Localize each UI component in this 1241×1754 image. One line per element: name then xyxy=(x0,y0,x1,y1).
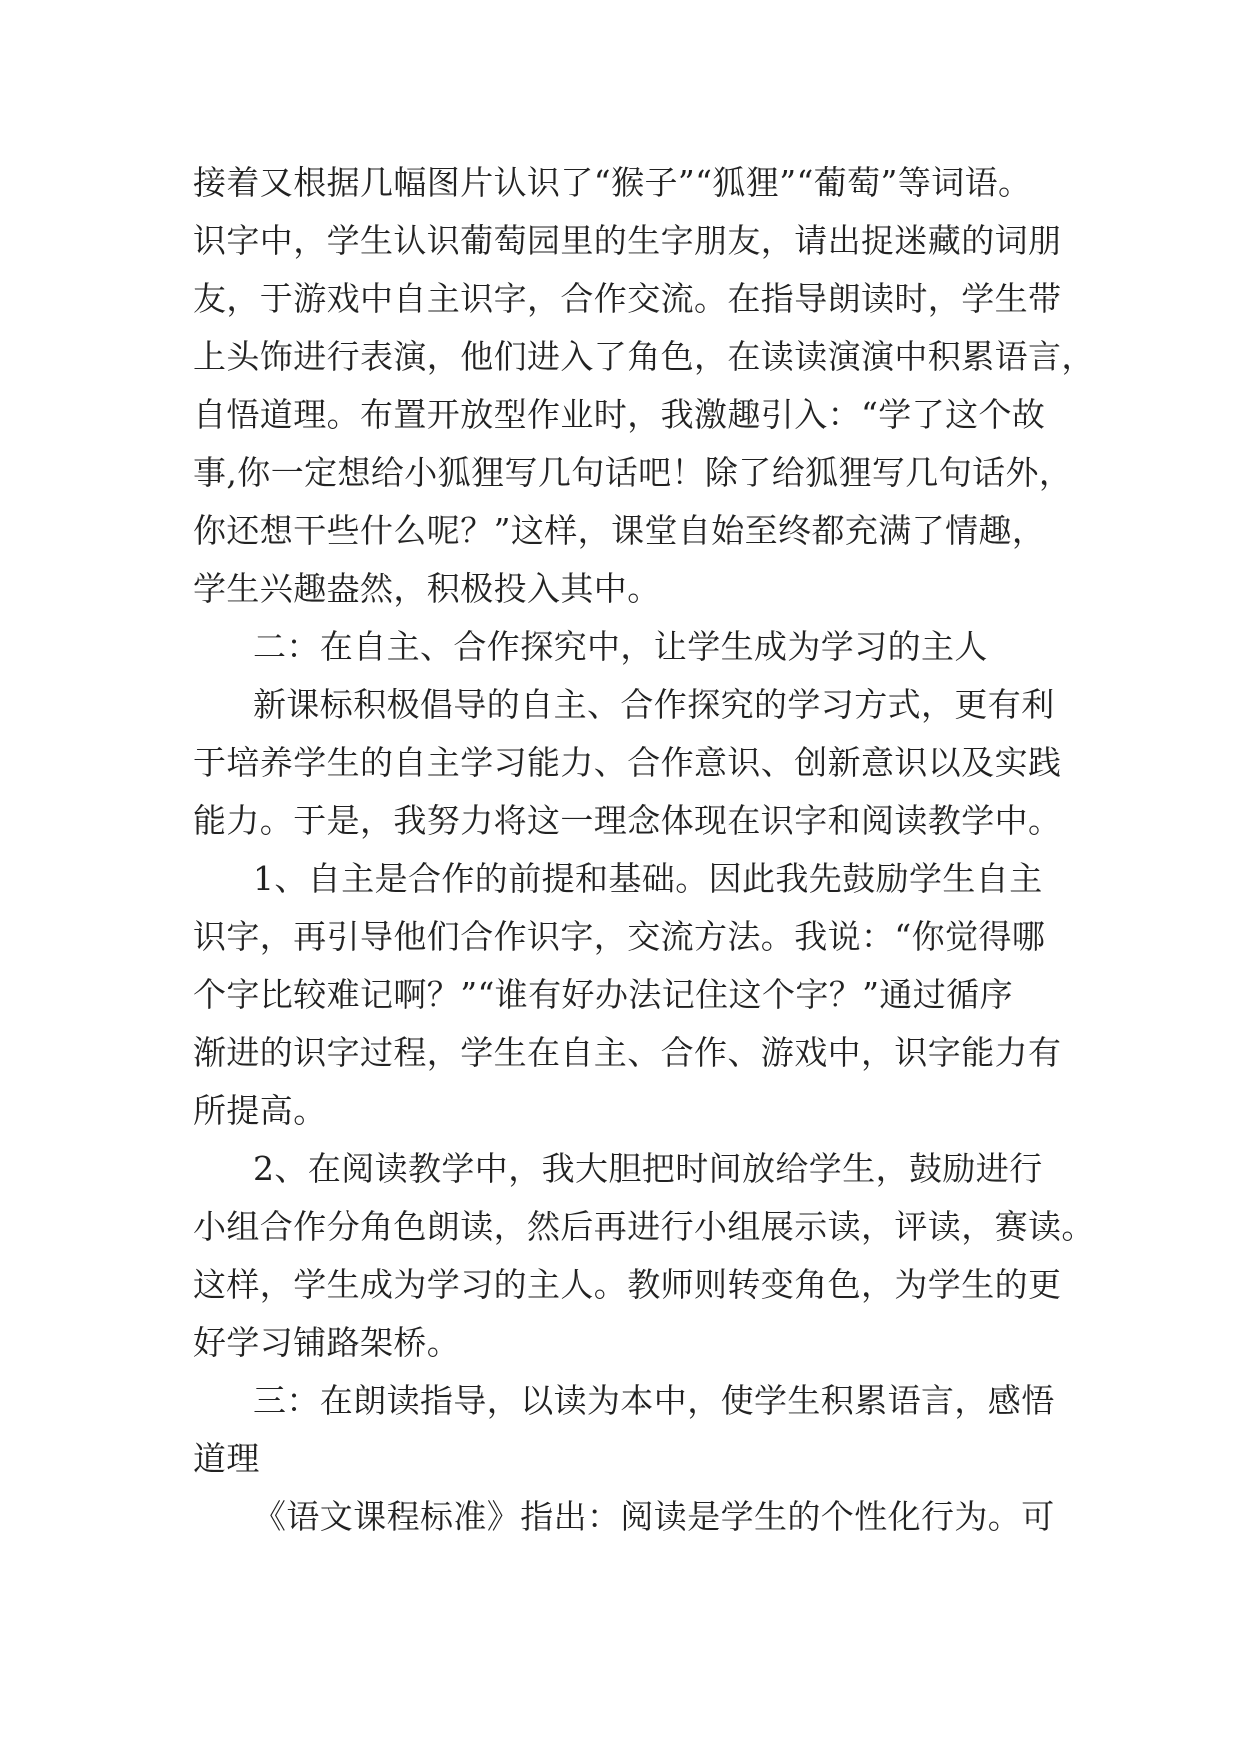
text-line: 自悟道理。布置开放型作业时，我激趣引入：“学了这个故 xyxy=(193,395,1046,434)
text-line: 于培养学生的自主学习能力、合作意识、创新意识以及实践 xyxy=(193,743,1062,782)
text-line: 事,你一定想给小狐狸写几句话吧！除了给狐狸写几句话外， xyxy=(193,453,1073,492)
section-heading: 三：在朗读指导，以读为本中，使学生积累语言，感悟 xyxy=(253,1381,1055,1420)
text-line: 新课标积极倡导的自主、合作探究的学习方式，更有利 xyxy=(253,685,1055,724)
text-line: 个字比较难记啊？”“谁有好办法记住这个字？”通过循序 xyxy=(193,975,1014,1014)
text-line: 能力。于是，我努力将这一理念体现在识字和阅读教学中。 xyxy=(193,801,1062,840)
text-line: 接着又根据几幅图片认识了“猴子”“狐狸”“葡萄”等词语。 xyxy=(193,163,1032,202)
text-line: 好学习铺路架桥。 xyxy=(193,1323,461,1362)
text-line: 1、自主是合作的前提和基础。因此我先鼓励学生自主 xyxy=(253,859,1043,898)
text-line: 学生兴趣盎然，积极投入其中。 xyxy=(193,569,661,608)
text-line: 你还想干些什么呢？”这样，课堂自始至终都充满了情趣， xyxy=(193,511,1046,550)
text-line: 所提高。 xyxy=(193,1091,327,1130)
text-line: 上头饰进行表演，他们进入了角色，在读读演演中积累语言， xyxy=(193,337,1095,376)
section-heading-continuation: 道理 xyxy=(193,1439,260,1478)
text-line: 友，于游戏中自主识字，合作交流。在指导朗读时，学生带 xyxy=(193,279,1062,318)
text-line: 小组合作分角色朗读，然后再进行小组展示读，评读，赛读。 xyxy=(193,1207,1095,1246)
document-body xyxy=(193,154,1095,1546)
text-line: 识字中，学生认识葡萄园里的生字朋友，请出捉迷藏的词朋 xyxy=(193,221,1062,260)
text-line: 2、在阅读教学中，我大胆把时间放给学生，鼓励进行 xyxy=(253,1149,1043,1188)
section-heading: 二：在自主、合作探究中，让学生成为学习的主人 xyxy=(253,627,988,666)
text-line: 识字，再引导他们合作识字，交流方法。我说：“你觉得哪 xyxy=(193,917,1046,956)
text-line: 这样，学生成为学习的主人。教师则转变角色，为学生的更 xyxy=(193,1265,1062,1304)
text-line: 《语文课程标准》指出：阅读是学生的个性化行为。可 xyxy=(253,1497,1055,1536)
text-line: 渐进的识字过程，学生在自主、合作、游戏中，识字能力有 xyxy=(193,1033,1062,1072)
